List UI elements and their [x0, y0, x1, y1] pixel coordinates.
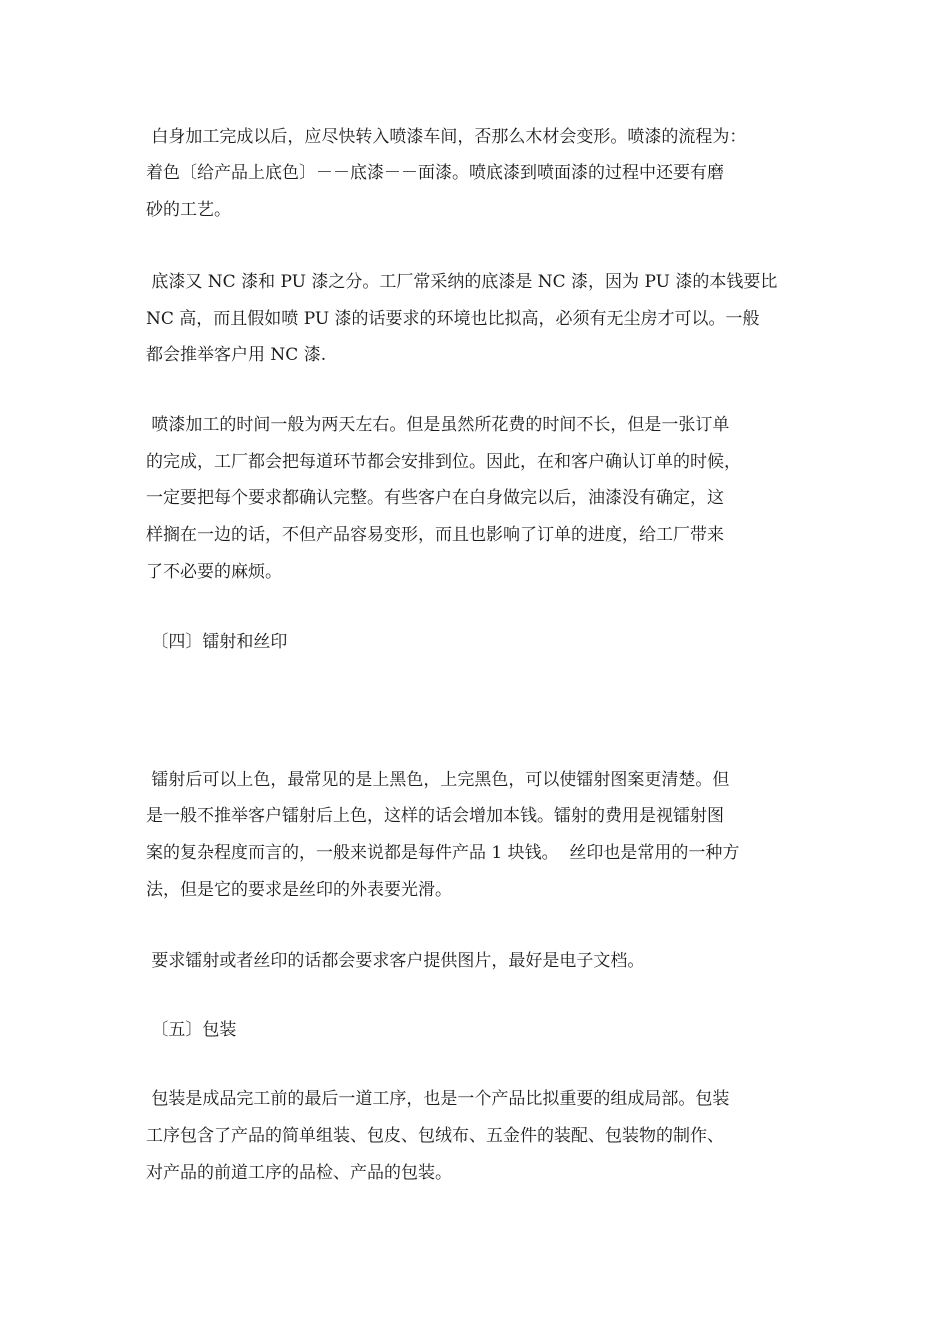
paragraph-line: 一定要把每个要求都确认完整。有些客户在白身做完以后，油漆没有确定，这: [146, 488, 724, 508]
paragraph-line: 白身加工完成以后，应尽快转入喷漆车间，否那么木材会变形。喷漆的流程为：: [146, 127, 747, 147]
paragraph-line: 法，但是它的要求是丝印的外表要光滑。: [146, 880, 452, 900]
section-heading: 〔四〕镭射和丝印: [146, 632, 288, 652]
paragraph-line: 都会推举客户用 NC 漆.: [146, 345, 327, 365]
paragraph-line: 砂的工艺。: [146, 200, 231, 220]
paragraph-line: 底漆又 NC 漆和 PU 漆之分。工厂常采纳的底漆是 NC 漆，因为 PU 漆的本钱要比: [146, 272, 778, 292]
paragraph-line: 了不必要的麻烦。: [146, 562, 282, 582]
paragraph-line: 镭射后可以上色，最常见的是上黑色，上完黑色，可以使镭射图案更清楚。但: [146, 770, 730, 790]
paragraph-line: 样搁在一边的话，不但产品容易变形，而且也影响了订单的进度，给工厂带来: [146, 525, 724, 545]
paragraph-line: 工序包含了产品的简单组装、包皮、包绒布、五金件的装配、包装物的制作、: [146, 1126, 724, 1146]
paragraph-line: 要求镭射或者丝印的话都会要求客户提供图片，最好是电子文档。: [146, 951, 645, 971]
paragraph-line: 着色〔给产品上底色〕－－底漆－－面漆。喷底漆到喷面漆的过程中还要有磨: [146, 163, 724, 183]
paragraph-line: 是一般不推举客户镭射后上色，这样的话会增加本钱。镭射的费用是视镭射图: [146, 806, 724, 826]
paragraph-line: NC 高，而且假如喷 PU 漆的话要求的环境也比拟高，必须有无尘房才可以。一般: [146, 309, 760, 329]
paragraph-line: 喷漆加工的时间一般为两天左右。但是虽然所花费的时间不长，但是一张订单: [146, 415, 730, 435]
section-heading: 〔五〕包装: [146, 1020, 237, 1040]
paragraph-line: 对产品的前道工序的品检、产品的包装。: [146, 1163, 452, 1183]
paragraph-line: 案的复杂程度而言的，一般来说都是每件产品 1 块钱。 丝印也是常用的一种方: [146, 843, 740, 863]
paragraph-line: 的完成，工厂都会把每道环节都会安排到位。因此，在和客户确认订单的时候，: [146, 452, 741, 472]
paragraph-line: 包装是成品完工前的最后一道工序，也是一个产品比拟重要的组成局部。包装: [146, 1089, 730, 1109]
